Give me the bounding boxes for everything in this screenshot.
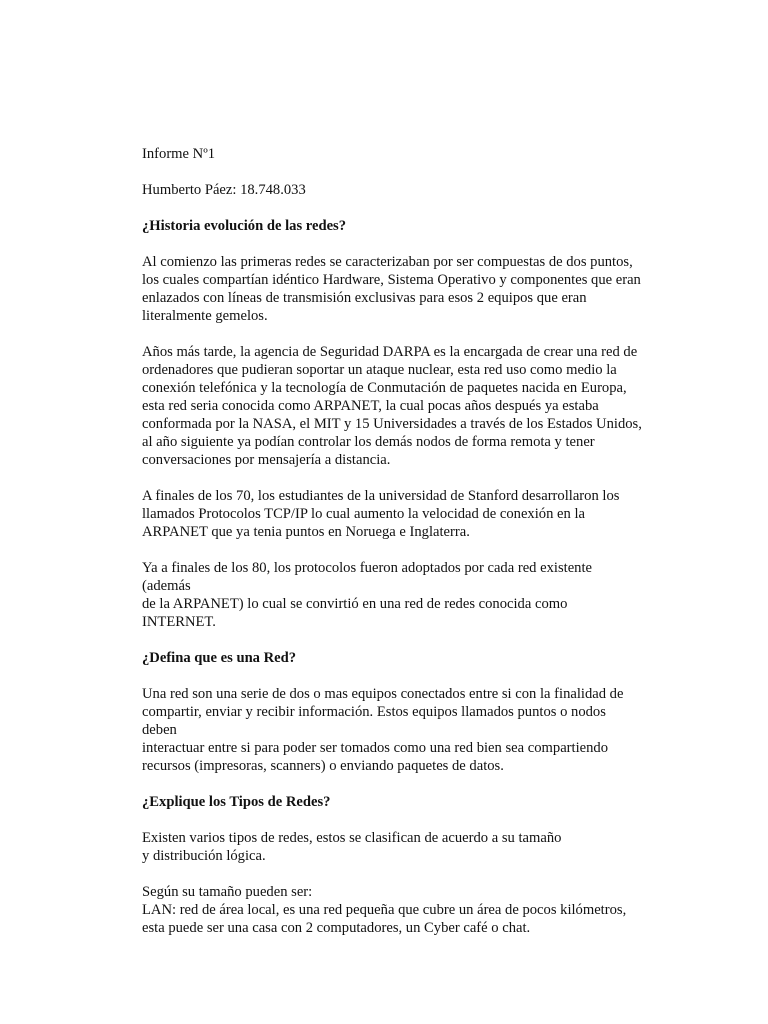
- section-heading-network-definition: ¿Defina que es una Red?: [142, 650, 297, 666]
- size-label: Según su tamaño pueden ser:: [142, 884, 313, 900]
- paragraph-history-3: A finales de los 70, los estudiantes de la universidad de Stanford desarrollaron los llamados Protocolos TCP/IP lo cual aumento la velocidad de conexión en la ARPANET que ya tenia puntos en Noruega e Inglaterra.: [142, 488, 620, 540]
- paragraph-history-1: Al comienzo las primeras redes se caracterizaban por ser compuestas de dos puntos, los cuales compartían idéntico Hardware, Sistema Operativo y componentes que eran enlazados con líneas de transmisión exclusivas para esos 2 equipos que eran literalmente gemelos.: [142, 254, 641, 324]
- paragraph-network-types-intro: Existen varios tipos de redes, estos se clasifican de acuerdo a su tamaño y distribución lógica.: [142, 830, 562, 864]
- section-heading-history: ¿Historia evolución de las redes?: [142, 218, 347, 234]
- paragraph-history-2: Años más tarde, la agencia de Seguridad DARPA es la encargada de crear una red de ordenadores que pudieran soportar un ataque nuclear, esta red uso como medio la conexión telefónica y la tecnología de Conmutación de paquetes nacida en Europa, esta red seria conocida como ARPANET, la cual pocas años después ya estaba conformada por la NASA, el MIT y 15 Universidades a través de los Estados Unidos, al año siguiente ya podían controlar los demás nodos de forma remota y tener conversaciones por mensajería a distancia.: [142, 344, 642, 468]
- author-line: Humberto Páez: 18.748.033: [142, 182, 306, 198]
- document-body: [142, 145, 642, 955]
- paragraph-lan: LAN: red de área local, es una red pequeña que cubre un área de pocos kilómetros, esta puede ser una casa con 2 computadores, un Cyber café o chat.: [142, 902, 627, 936]
- section-heading-network-types: ¿Explique los Tipos de Redes?: [142, 794, 331, 810]
- report-title: Informe Nº1: [142, 146, 216, 162]
- paragraph-network-definition: Una red son una serie de dos o mas equipos conectados entre si con la finalidad de compartir, enviar y recibir información. Estos equipos llamados puntos o nodos deben interactuar entre si para poder ser tomados como una red bien sea compartiendo recursos (impresoras, scanners) o enviando paquetes de datos.: [142, 686, 624, 774]
- paragraph-history-4: Ya a finales de los 80, los protocolos fueron adoptados por cada red existente (además de la ARPANET) lo cual se convirtió en una red de redes conocida como INTERNET.: [142, 560, 592, 630]
